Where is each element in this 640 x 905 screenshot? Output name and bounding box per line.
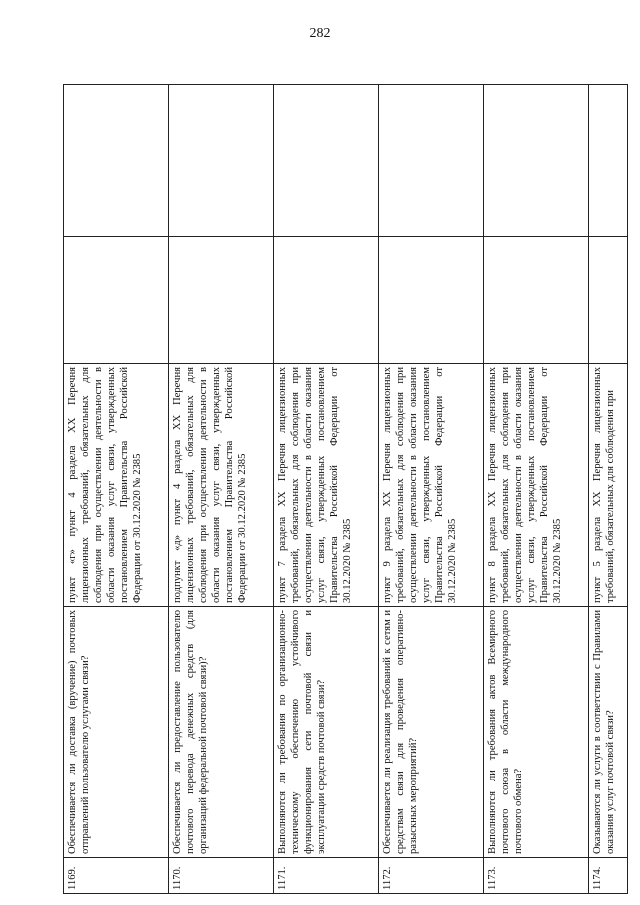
question-cell: Обеспечивается ли предоставление пользователю почтового перевода денежных средств (для организаций федеральной почтовой связи)? bbox=[168, 607, 273, 858]
row-number: 1169. bbox=[64, 858, 169, 894]
empty-cell bbox=[168, 237, 273, 364]
table-row bbox=[378, 85, 483, 894]
empty-cell bbox=[273, 85, 378, 237]
reference-cell: подпункт «д» пункт 4 раздела XX Перечня лицензионных требований, обязательных для соблюдения при осуществлении деятельности в области оказания услуг связи, утвержденных постановлением Правительства Российской Федерации от 30.12.2020 № 2385 bbox=[168, 364, 273, 607]
table-row bbox=[588, 85, 627, 894]
row-number: 1170. bbox=[168, 858, 273, 894]
question-cell: Выполняются ли требования актов Всемирного почтового союза в области международного почтового обмена? bbox=[483, 607, 588, 858]
table-row bbox=[168, 85, 273, 894]
question-cell: Обеспечивается ли доставка (вручение) почтовых отправлений пользователю услугами связи? bbox=[64, 607, 169, 858]
row-number: 1173. bbox=[483, 858, 588, 894]
empty-cell bbox=[588, 237, 627, 364]
empty-cell bbox=[483, 237, 588, 364]
reference-cell: пункт 7 раздела XX Перечня лицензионных требований, обязательных для соблюдения при осуществлении деятельности в области оказания услуг связи, утвержденных постановлением Правительства Российской Федерации от 30.12.2020 № 2385 bbox=[273, 364, 378, 607]
table-row bbox=[64, 85, 169, 894]
reference-cell: пункт 8 раздела XX Перечня лицензионных требований, обязательных для соблюдения при осуществлении деятельности в области оказания услуг связи, утвержденных постановлением Правительства Российской Федерации от 30.12.2020 № 2385 bbox=[483, 364, 588, 607]
reference-cell: пункт 9 раздела XX Перечня лицензионных требований, обязательных для соблюдения при осуществлении деятельности в области оказания услуг связи, утвержденных постановлением Правительства Российской Федерации от 30.12.2020 № 2385 bbox=[378, 364, 483, 607]
table-row bbox=[483, 85, 588, 894]
row-number: 1174. bbox=[588, 858, 627, 894]
empty-cell bbox=[588, 85, 627, 237]
question-cell: Оказываются ли услуги в соответствии с Правилами оказания услуг почтовой связи? bbox=[588, 607, 627, 858]
checklist-table bbox=[63, 84, 628, 894]
empty-cell bbox=[168, 85, 273, 237]
empty-cell bbox=[378, 237, 483, 364]
empty-cell bbox=[273, 237, 378, 364]
empty-cell bbox=[64, 85, 169, 237]
reference-cell: пункт 5 раздела XX Перечня лицензионных требований, обязательных для соблюдения при bbox=[588, 364, 627, 607]
reference-cell: пункт «г» пункт 4 раздела XX Перечня лицензионных требований, обязательных для соблюдения при осуществлении деятельности в области оказания услуг связи, утвержденных постановлением Правительства Российской Федерации от 30.12.2020 № 2385 bbox=[64, 364, 169, 607]
empty-cell bbox=[483, 85, 588, 237]
question-cell: Обеспечивается ли реализация требований к сетям и средствам связи для проведения оперативно-разыскных мероприятий? bbox=[378, 607, 483, 858]
empty-cell bbox=[378, 85, 483, 237]
empty-cell bbox=[64, 237, 169, 364]
page-number: 282 bbox=[309, 26, 331, 41]
rotated-table-container bbox=[63, 84, 628, 894]
rotated-table-area bbox=[63, 84, 628, 894]
row-number: 1172. bbox=[378, 858, 483, 894]
question-cell: Выполняются ли требования по организационно-техническому обеспечению устойчивого функционирования сети почтовой связи и эксплуатации средств почтовой связи? bbox=[273, 607, 378, 858]
row-number: 1171. bbox=[273, 858, 378, 894]
table-row bbox=[273, 85, 378, 894]
